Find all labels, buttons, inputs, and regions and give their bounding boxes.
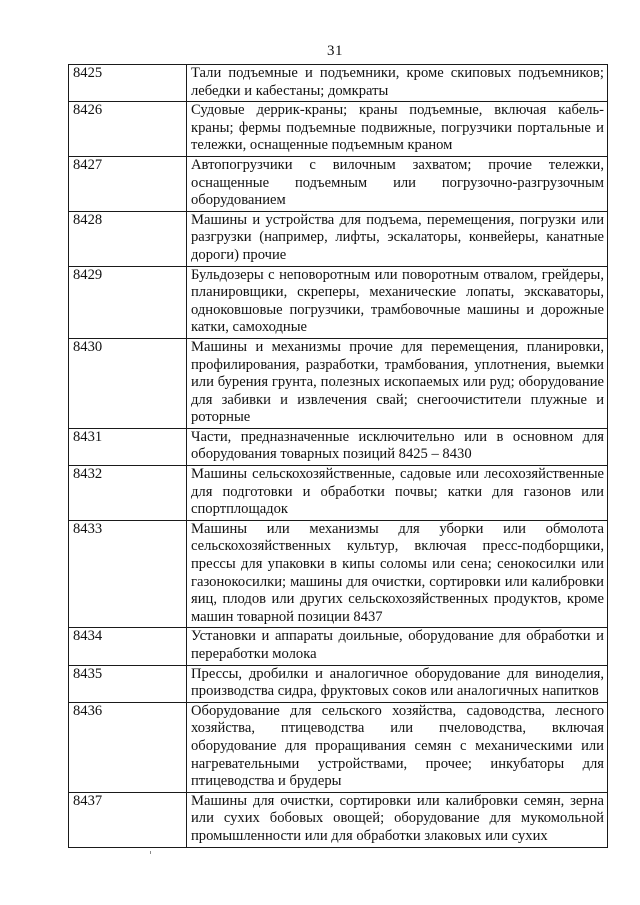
description-cell: Судовые деррик-краны; краны подъемные, включая кабель-краны; фермы подъемные подвижные, погрузчики портальные и тележки, оснащенные подъемным краном	[187, 102, 608, 157]
table-row	[69, 428, 608, 465]
code-cell: 8426	[69, 102, 187, 157]
page-number: 31	[327, 43, 343, 59]
table-row	[69, 628, 608, 665]
table-row	[69, 102, 608, 157]
table-row	[69, 520, 608, 628]
table-row	[69, 702, 608, 792]
customs-code-table	[68, 64, 608, 848]
description-cell: Машины для очистки, сортировки или калибровки семян, зерна или сухих бобовых овощей; оборудование для мукомольной промышленности или для обработки злаковых или сухих	[187, 792, 608, 847]
description-cell: Оборудование для сельского хозяйства, садоводства, лесного хозяйства, птицеводства или пчеловодства, включая оборудование для проращивания семян с механическими или нагревательными устройствами, прочее; инкубаторы для птицеводства и брудеры	[187, 702, 608, 792]
table-row	[69, 266, 608, 338]
code-cell: 8437	[69, 792, 187, 847]
description-cell: Тали подъемные и подъемники, кроме скиповых подъемников; лебедки и кабестаны; домкраты	[187, 65, 608, 102]
description-cell: Машины сельскохозяйственные, садовые или лесохозяйственные для подготовки и обработки почвы; катки для газонов или спортплощадок	[187, 466, 608, 521]
code-cell: 8434	[69, 628, 187, 665]
scan-speck	[150, 851, 151, 854]
description-cell: Машины и механизмы прочие для перемещения, планировки, профилирования, разработки, трамбования, уплотнения, выемки или бурения грунта, полезных ископаемых или руд; оборудование для забивки и извлечения свай; снегоочистители плужные и роторные	[187, 338, 608, 428]
code-cell: 8425	[69, 65, 187, 102]
code-cell: 8427	[69, 156, 187, 211]
description-cell: Части, предназначенные исключительно или в основном для оборудования товарных позиций 8425 – 8430	[187, 428, 608, 465]
description-cell: Машины и устройства для подъема, перемещения, погрузки или разгрузки (например, лифты, эскалаторы, конвейеры, канатные дороги) прочие	[187, 211, 608, 266]
table-row	[69, 466, 608, 521]
table-row	[69, 665, 608, 702]
code-cell: 8430	[69, 338, 187, 428]
code-cell: 8429	[69, 266, 187, 338]
description-cell: Прессы, дробилки и аналогичное оборудование для виноделия, производства сидра, фруктовых соков или аналогичных напитков	[187, 665, 608, 702]
code-cell: 8436	[69, 702, 187, 792]
description-cell: Установки и аппараты доильные, оборудование для обработки и переработки молока	[187, 628, 608, 665]
code-cell: 8433	[69, 520, 187, 628]
table-row	[69, 792, 608, 847]
table-row	[69, 211, 608, 266]
description-cell: Машины или механизмы для уборки или обмолота сельскохозяйственных культур, включая пресс-подборщики, прессы для упаковки в кипы соломы или сена; сенокосилки или газонокосилки; машины для очистки, сортировки или калибровки яиц, плодов или других сельскохозяйственных продуктов, кроме машин товарной позиции 8437	[187, 520, 608, 628]
code-cell: 8432	[69, 466, 187, 521]
table-row	[69, 65, 608, 102]
code-cell: 8428	[69, 211, 187, 266]
table-row	[69, 338, 608, 428]
table-row	[69, 156, 608, 211]
description-cell: Автопогрузчики с вилочным захватом; прочие тележки, оснащенные подъемным или погрузочно-разгрузочным оборудованием	[187, 156, 608, 211]
code-cell: 8431	[69, 428, 187, 465]
code-cell: 8435	[69, 665, 187, 702]
description-cell: Бульдозеры с неповоротным или поворотным отвалом, грейдеры, планировщики, скреперы, механические лопаты, экскаваторы, одноковшовые погрузчики, трамбовочные машины и дорожные катки, самоходные	[187, 266, 608, 338]
